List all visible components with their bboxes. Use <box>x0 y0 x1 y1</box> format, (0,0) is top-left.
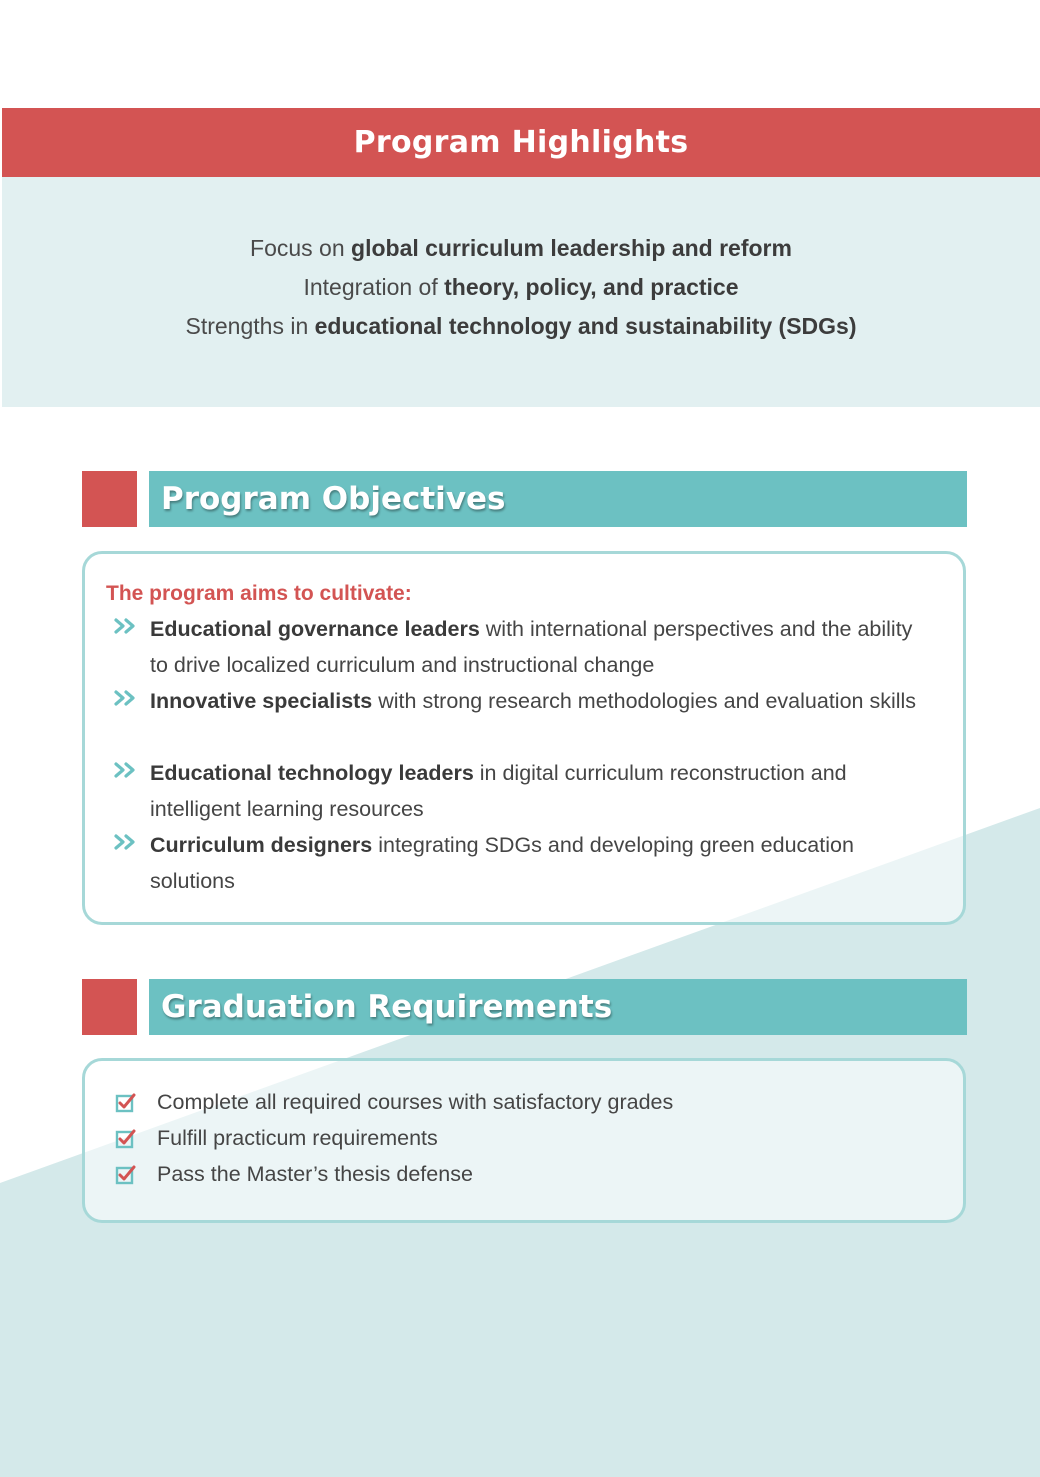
requirement-item: Complete all required courses with satisfactory grades <box>115 1087 815 1117</box>
graduation-card <box>82 1058 966 1223</box>
checkbox-checked-icon <box>115 1128 137 1150</box>
objectives-intro: The program aims to cultivate: <box>106 582 412 605</box>
graduation-requirements-title: Graduation Requirements <box>161 989 613 1025</box>
requirement-item: Fulfill practicum requirements <box>115 1123 815 1153</box>
double-chevron-right-icon <box>113 688 139 708</box>
graduation-requirements-header <box>149 979 967 1035</box>
checkbox-checked-icon <box>115 1092 137 1114</box>
checkbox-checked-icon <box>115 1164 137 1186</box>
highlight-line: Focus on global curriculum leadership and reform <box>250 235 792 261</box>
objective-item: Educational governance leaders with international perspectives and the ability to drive localized curriculum and instructional change <box>113 611 933 683</box>
objectives-accent-square <box>82 471 137 527</box>
objective-item: Curriculum designers integrating SDGs and developing green education solutions <box>113 827 933 899</box>
program-highlights-title: Program Highlights <box>353 125 689 160</box>
program-highlights-panel <box>2 177 1040 407</box>
highlight-line: Strengths in educational technology and sustainability (SDGs) <box>185 313 857 339</box>
graduation-accent-square <box>82 979 137 1035</box>
program-objectives-title: Program Objectives <box>161 481 506 517</box>
double-chevron-right-icon <box>113 760 139 780</box>
objective-item: Innovative specialists with strong research methodologies and evaluation skills <box>113 683 933 719</box>
objectives-card <box>82 551 966 925</box>
requirement-item: Pass the Master’s thesis defense <box>115 1159 815 1189</box>
objective-item: Educational technology leaders in digital curriculum reconstruction and intelligent learning resources <box>113 755 933 827</box>
double-chevron-right-icon <box>113 616 139 636</box>
highlight-line: Integration of theory, policy, and practice <box>303 274 739 300</box>
program-objectives-header <box>149 471 967 527</box>
program-highlights-header <box>2 108 1040 177</box>
double-chevron-right-icon <box>113 832 139 852</box>
